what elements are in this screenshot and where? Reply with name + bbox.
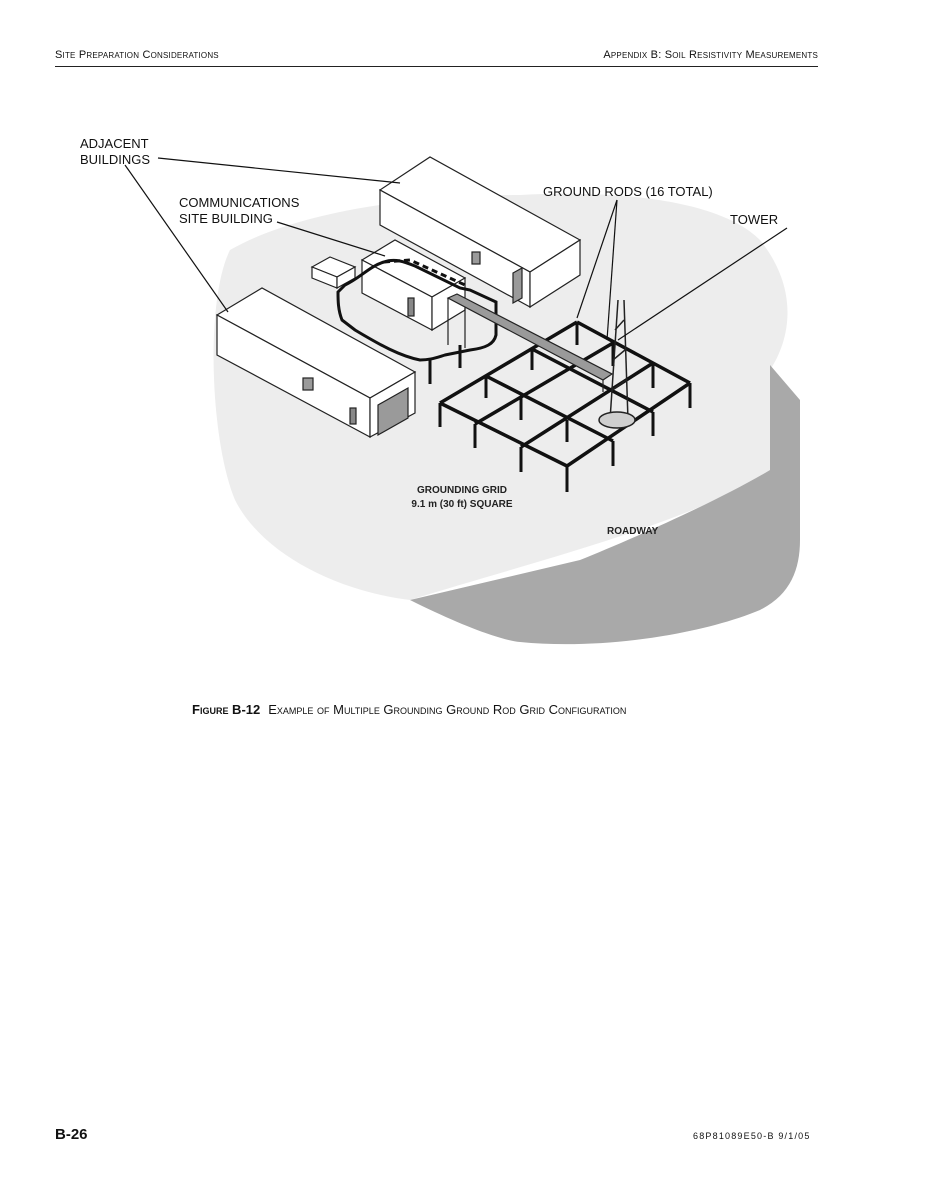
header-right: Appendix B: Soil Resistivity Measurements (603, 49, 818, 61)
label-comm-1: COMMUNICATIONS (179, 195, 300, 210)
caption-text: Example of Multiple Grounding Ground Rod Grid Configuration (268, 702, 627, 717)
figure-caption (192, 702, 626, 717)
label-adjacent-1: ADJACENT (80, 136, 149, 151)
label-ground-rods: GROUND RODS (16 TOTAL) (543, 184, 713, 199)
label-grid-2: 9.1 m (30 ft) SQUARE (411, 499, 513, 510)
page-number: B-26 (55, 1126, 88, 1143)
header-left: Site Preparation Considerations (55, 49, 219, 61)
label-grid-1: GROUNDING GRID (417, 485, 507, 496)
caption-number: Figure B-12 (192, 702, 261, 717)
doc-id: 68P81089E50-B 9/1/05 (693, 1131, 811, 1141)
label-roadway: ROADWAY (607, 526, 659, 537)
label-adjacent-2: BUILDINGS (80, 152, 151, 167)
label-comm-2: SITE BUILDING (179, 211, 273, 226)
label-tower: TOWER (730, 212, 779, 227)
